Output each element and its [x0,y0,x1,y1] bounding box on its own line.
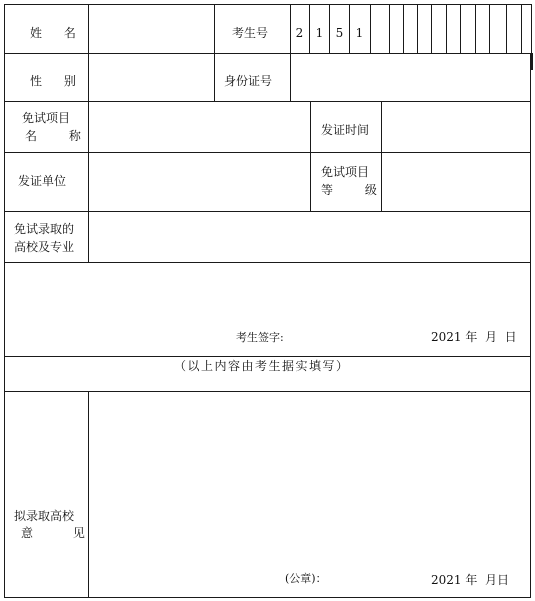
exempt-item-field[interactable] [89,102,310,152]
name-label: 姓 名 [30,26,85,40]
opinion-label: 拟录取高校 [14,509,75,523]
fill-note: （以上内容由考生据实填写） [174,359,350,373]
admission-field[interactable] [89,212,530,262]
exempt-level-field[interactable] [382,153,530,211]
rule [431,4,432,53]
admission-label: 免试录取的 [14,222,75,236]
rule [214,4,215,102]
id-no-field[interactable] [291,54,530,101]
opinion-date: 2021 年 月日 [431,573,509,587]
opinion-label: 意 见 [21,526,103,540]
exam-no-digit: 5 [335,26,344,40]
issue-time-label: 发证时间 [321,123,370,137]
rule [309,4,310,53]
rule [530,53,533,70]
rule [521,4,522,53]
rule [4,4,532,5]
exempt-item-label: 免试项目 [22,111,71,125]
rule [531,4,532,53]
rule [370,4,371,53]
signature-label: 考生签字: [236,331,284,344]
seal-label: (公章)： [285,572,327,585]
rule [389,4,390,53]
issuer-field[interactable] [89,153,310,211]
signature-date: 2021 年 月 日 [431,330,517,344]
rule [489,4,490,53]
id-no-label: 身份证号 [224,74,273,88]
opinion-field[interactable] [89,392,530,597]
issuer-label: 发证单位 [18,174,67,188]
rule [417,4,418,53]
rule [506,4,507,53]
exam-no-digit: 1 [315,26,324,40]
exam-no-digit: 1 [355,26,364,40]
rule [329,4,330,53]
admission-label: 高校及专业 [14,240,75,254]
issue-time-field[interactable] [382,102,530,152]
exam-no-digit: 2 [295,26,304,40]
rule [4,356,530,357]
exam-no-label: 考生号 [232,26,269,40]
exempt-level-label: 免试项目 [321,165,370,179]
rule [310,101,311,212]
gender-label: 性 别 [30,74,85,88]
gender-field[interactable] [89,54,214,101]
rule [349,4,350,53]
rule [403,4,404,53]
name-field[interactable] [89,5,214,53]
rule [460,4,461,53]
exempt-level-label: 等 级 [321,183,391,197]
exempt-item-label: 名 称 [25,129,95,143]
rule [446,4,447,53]
rule [4,597,530,598]
rule [530,53,531,598]
rule [475,4,476,53]
